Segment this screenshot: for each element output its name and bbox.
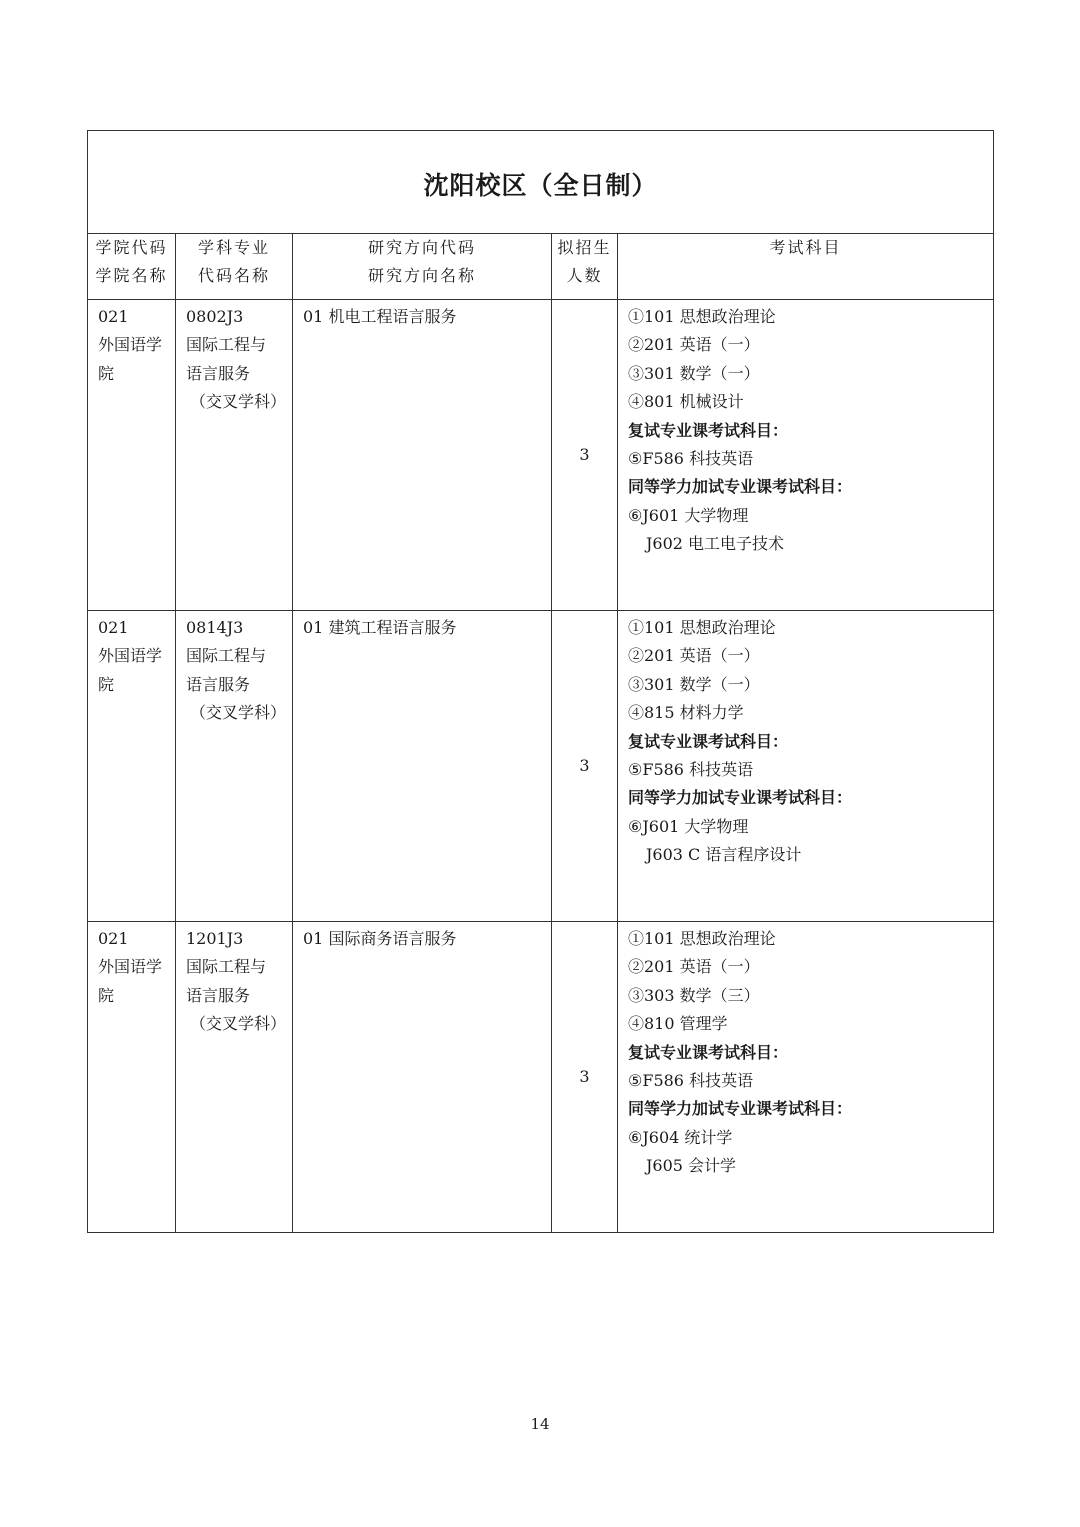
retest-heading: 复试专业课考试科目： (628, 731, 789, 751)
major-cell (176, 300, 293, 611)
major-code: 1201J3 (186, 929, 244, 948)
major-name: 国际工程与 (186, 957, 267, 977)
table-row (88, 300, 994, 611)
college-cell (88, 922, 176, 1233)
college-code: 021 (98, 618, 129, 637)
college-name-cont: 院 (98, 674, 115, 694)
exam-subject: ⑥J601 大学物理 (628, 816, 749, 836)
major-note: （交叉学科） (190, 1014, 287, 1034)
exam-subject: ①101 思想政治理论 (628, 307, 776, 326)
exam-subject: ③301 数学（一） (628, 363, 760, 383)
exam-subject: ④815 材料力学 (628, 703, 744, 723)
major-name: 国际工程与 (186, 335, 267, 355)
header-count-line-2: 人数 (566, 266, 603, 285)
exam-subject: ②201 英语（一） (628, 646, 760, 666)
direction-cell (293, 300, 552, 611)
table-row (88, 611, 994, 922)
exam-cell (618, 300, 994, 611)
enrollment-count: 3 (579, 444, 590, 464)
exam-subject: ⑥J604 统计学 (628, 1127, 733, 1147)
header-direction-line-2: 研究方向名称 (367, 266, 476, 285)
exam-cell (618, 922, 994, 1233)
direction-name: 01 国际商务语言服务 (303, 929, 457, 948)
major-code: 0814J3 (186, 618, 244, 637)
major-cell (176, 922, 293, 1233)
exam-subject: ④801 机械设计 (628, 392, 744, 412)
direction-cell (293, 922, 552, 1233)
header-major-line-2: 代码名称 (197, 266, 270, 285)
header-exam (618, 234, 994, 300)
header-direction (293, 234, 552, 300)
exam-subject: ①101 思想政治理论 (628, 929, 776, 948)
exam-subject: ②201 英语（一） (628, 335, 760, 355)
page-number: 14 (530, 1415, 550, 1433)
retest-heading: 复试专业课考试科目： (628, 1042, 789, 1062)
exam-subject: J605 会计学 (646, 1156, 737, 1176)
major-name-cont: 语言服务 (186, 363, 251, 383)
major-note: （交叉学科） (190, 392, 287, 412)
college-name-cont: 院 (98, 985, 115, 1005)
college-code: 021 (98, 929, 129, 948)
exam-subject: ②201 英语（一） (628, 957, 760, 977)
college-name-cont: 院 (98, 363, 115, 383)
header-count-line-1: 拟招生 (557, 238, 612, 257)
college-name: 外国语学 (98, 957, 163, 977)
count-cell (552, 611, 618, 922)
college-cell (88, 300, 176, 611)
major-code: 0802J3 (186, 307, 244, 326)
header-row (88, 234, 994, 300)
enrollment-count: 3 (579, 1066, 590, 1086)
major-note: （交叉学科） (190, 703, 287, 723)
header-count (552, 234, 618, 300)
header-major-line-1: 学科专业 (197, 238, 270, 257)
equivalent-heading: 同等学力加试专业课考试科目： (628, 477, 853, 497)
exam-subject: ⑤F586 科技英语 (628, 760, 754, 780)
header-college-line-1: 学院代码 (95, 238, 168, 257)
major-name: 国际工程与 (186, 646, 267, 666)
header-college-line-2: 学院名称 (95, 266, 168, 285)
retest-heading: 复试专业课考试科目： (628, 420, 789, 440)
college-cell (88, 611, 176, 922)
table-row (88, 922, 994, 1233)
direction-name: 01 机电工程语言服务 (303, 307, 457, 326)
equivalent-heading: 同等学力加试专业课考试科目： (628, 1099, 853, 1119)
equivalent-heading: 同等学力加试专业课考试科目： (628, 788, 853, 808)
exam-subject: ③303 数学（三） (628, 985, 760, 1005)
direction-cell (293, 611, 552, 922)
major-cell (176, 611, 293, 922)
header-major (176, 234, 293, 300)
title-cell (88, 131, 994, 234)
exam-subject: J602 电工电子技术 (646, 534, 785, 554)
count-cell (552, 922, 618, 1233)
major-name-cont: 语言服务 (186, 985, 251, 1005)
direction-name: 01 建筑工程语言服务 (303, 618, 457, 637)
college-name: 外国语学 (98, 335, 163, 355)
exam-cell (618, 611, 994, 922)
page-title: 沈阳校区（全日制） (423, 171, 658, 201)
exam-subject: ⑤F586 科技英语 (628, 1071, 754, 1091)
major-name-cont: 语言服务 (186, 674, 251, 694)
header-college (88, 234, 176, 300)
exam-subject: ⑤F586 科技英语 (628, 449, 754, 469)
title-row (88, 131, 994, 234)
exam-subject: ④810 管理学 (628, 1014, 728, 1034)
exam-subject: ⑥J601 大学物理 (628, 505, 749, 525)
college-name: 外国语学 (98, 646, 163, 666)
exam-subject: ③301 数学（一） (628, 674, 760, 694)
count-cell (552, 300, 618, 611)
exam-subject: J603 C 语言程序设计 (646, 845, 802, 865)
header-direction-line-1: 研究方向代码 (367, 238, 476, 257)
exam-subject: ①101 思想政治理论 (628, 618, 776, 637)
header-exam-label: 考试科目 (769, 238, 842, 257)
college-code: 021 (98, 307, 129, 326)
enrollment-count: 3 (579, 755, 590, 775)
admissions-table (87, 130, 994, 1233)
